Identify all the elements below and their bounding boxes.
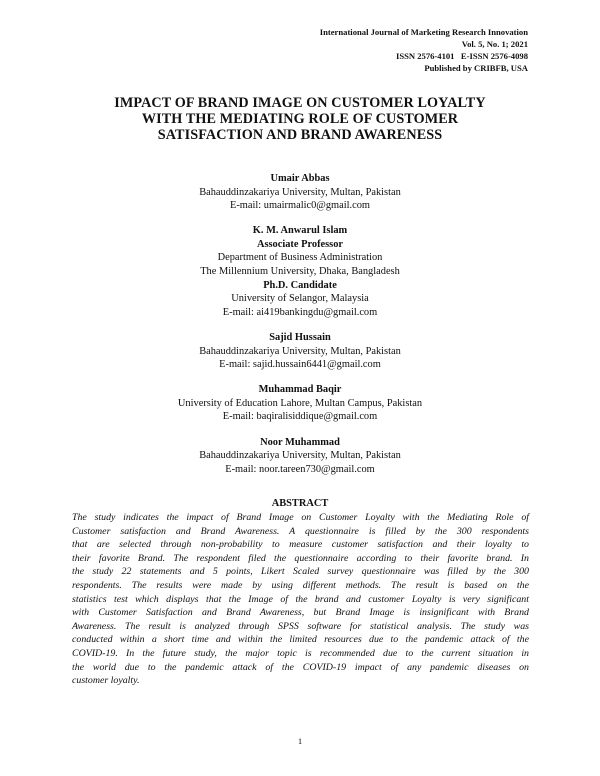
author-email: E-mail: ai419bankingdu@gmail.com: [222, 306, 378, 318]
abstract-line: Customer satisfaction and Brand Awareness. A questionnaire is filled by the 300 respondents: [72, 525, 529, 537]
abstract-line: customer loyalty.: [72, 675, 140, 687]
author-name: Muhammad Baqir: [258, 384, 342, 396]
author-role: Ph.D. Candidate: [263, 279, 337, 291]
author-block: [0, 331, 600, 372]
abstract-line: Awareness. The result is analyzed through SPSS software for statistical analysis. The study was: [72, 620, 529, 632]
author-role: Associate Professor: [256, 238, 344, 250]
journal-header: [320, 26, 528, 74]
journal-publisher: Published by CRIBFB, USA: [424, 63, 528, 73]
author-affiliation: Bahauddinzakariya University, Multan, Pakistan: [199, 450, 401, 462]
author-block: [0, 172, 600, 213]
abstract-body: [72, 511, 529, 688]
page-number: 1: [297, 736, 303, 746]
abstract-line: conducted within a short time and within the limited resources due to the pandemic attack of the: [72, 634, 529, 646]
title-line: SATISFACTION AND BRAND AWARENESS: [157, 127, 443, 143]
author-block: [0, 436, 600, 477]
title-line: WITH THE MEDIATING ROLE OF CUSTOMER: [141, 111, 459, 127]
author-name: Sajid Hussain: [269, 331, 331, 343]
author-name: Umair Abbas: [270, 173, 330, 184]
journal-name: International Journal of Marketing Research Innovation: [319, 27, 528, 37]
abstract-line: respondents. The results were made by using different methods. The result is based on the: [72, 579, 529, 591]
abstract-line: The study indicates the impact of Brand Image on Customer Loyalty with the Mediating Role of: [72, 512, 529, 523]
author-department: Department of Business Administration: [217, 252, 383, 264]
abstract-line: statistics test which displays that the Image of the brand and customer Loyalty is very significant: [72, 593, 529, 605]
journal-issn: ISSN 2576-4101 E-ISSN 2576-4098: [395, 51, 528, 61]
abstract-line: that are selected through non-probability to measure customer satisfaction and their loyalty to: [72, 539, 529, 551]
abstract-line: COVID-19. In the future study, the major topic is recommended due to the current situation in: [72, 647, 529, 659]
author-block: [0, 224, 600, 319]
author-affiliation: The Millennium University, Dhaka, Bangladesh: [200, 266, 400, 278]
author-list: [0, 172, 600, 488]
abstract-heading: ABSTRACT: [271, 498, 329, 509]
journal-volume: Vol. 5, No. 1; 2021: [461, 39, 528, 49]
paper-title: [60, 95, 540, 143]
author-name: K. M. Anwarul Islam: [252, 225, 348, 237]
author-email: E-mail: baqiralisiddique@gmail.com: [222, 411, 378, 423]
abstract-line: the world due to the pandemic attack of the COVID-19 impact of any pandemic diseases on: [72, 661, 529, 673]
author-email: E-mail: umairmalic0@gmail.com: [230, 200, 370, 212]
author-affiliation: University of Education Lahore, Multan Campus, Pakistan: [177, 397, 423, 409]
abstract-line: with Customer Satisfaction and Brand Awareness, but Brand Image is insignificant with Brand: [72, 607, 529, 619]
title-line: IMPACT OF BRAND IMAGE ON CUSTOMER LOYALTY: [114, 95, 486, 111]
author-name: Noor Muhammad: [260, 436, 340, 448]
abstract-line: the study 22 statements and 5 points, Likert Scaled survey questionnaire was filled by the 300: [72, 566, 529, 578]
author-affiliation: Bahauddinzakariya University, Multan, Pakistan: [199, 345, 401, 357]
author-email: E-mail: sajid.hussain6441@gmail.com: [219, 359, 381, 371]
author-affiliation: University of Selangor, Malaysia: [231, 293, 369, 305]
author-email: E-mail: noor.tareen730@gmail.com: [225, 463, 375, 475]
author-block: [0, 383, 600, 424]
abstract-line: their favorite Brand. The respondent filed the questionnaire according to their favorite brand. In: [72, 552, 529, 564]
author-affiliation: Bahauddinzakariya University, Multan, Pakistan: [199, 186, 401, 198]
